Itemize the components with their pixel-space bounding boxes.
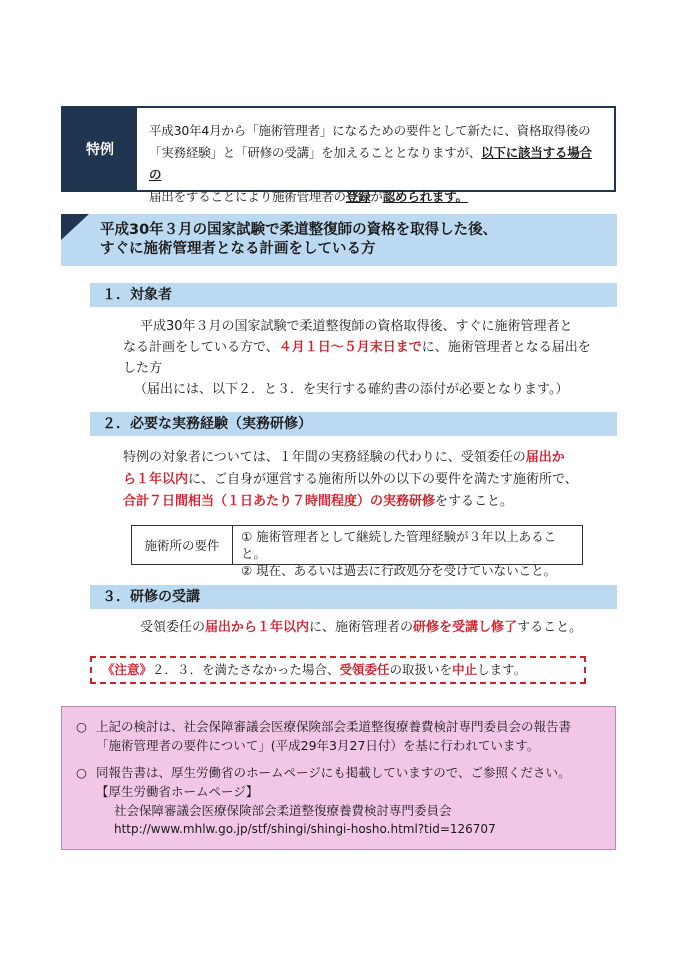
info-item-2: ○ 同報告書は、厚生労働省のホームページにも掲載していますので、ご参照ください。 【厚生労働省ホームページ】 社会保障審議会医療保険部会柔道整復療養費検討専門委員会 http://www.mhlw.go.jp/stf/shingi/shingi-hosho.html?tid=126707 <box>76 763 601 839</box>
info-item-1: ○ 上記の検討は、社会保障審議会医療保険部会柔道整復療養費検討専門委員会の報告書 「施術管理者の要件について」(平成29年3月27日付）を基に行われています。 <box>76 719 572 753</box>
requirements-list <box>233 526 582 578</box>
section-1-note: （届出には、以下２．と３．を実行する確約書の添付が必要となります。） <box>134 382 569 397</box>
main-heading: 平成30年３月の国家試験で柔道整復師の資格を取得した後、 すぐに施術管理者となる計画をしている方 <box>100 222 498 257</box>
tokurei-line-3: 届出をすることにより施術管理者の登録が認められます。 <box>149 189 468 204</box>
section-3-title: ３．研修の受講 <box>90 585 617 609</box>
tokurei-text <box>137 108 614 204</box>
bullet-icon: ○ <box>76 719 87 734</box>
bullet-icon: ○ <box>76 765 87 780</box>
caution-label: 《注意》 <box>102 662 153 677</box>
section-2-line-3: 合計７日間相当（１日あたり７時間程度）の実務研修をすること。 <box>123 494 514 509</box>
tokurei-line-2: 「実務経験」と「研修の受講」を加えることとなりますが、以下に該当する場合の <box>149 145 592 182</box>
requirement-item-2: ② 現在、あるいは過去に行政処分を受けていないこと。 <box>241 563 557 578</box>
section-1-line-2: なる計画をしている方で、４月１日～５月末日までに、施術管理者となる届出を <box>123 340 591 355</box>
link-title: 社会保障審議会医療保険部会柔道整復療養費検討専門委員会 <box>114 803 452 818</box>
caution-box: 《注意》２．３．を満たさなかった場合、受領委任の取扱いを中止します。 <box>90 656 586 684</box>
tokurei-label: 特例 <box>63 108 137 190</box>
tokurei-banner <box>61 106 616 204</box>
link-label: 【厚生労働省ホームページ】 <box>96 784 259 799</box>
section-1-line-3: した方 <box>123 361 163 376</box>
section-1-line-1: 平成30年３月の国家試験で柔道整復師の資格取得後、すぐに施術管理者と <box>140 319 573 334</box>
section-3-text: 受領委任の届出から１年以内に、施術管理者の研修を受講し修了すること。 <box>140 620 583 635</box>
section-2-line-1: 特例の対象者については、１年間の実務経験の代わりに、受領委任の届出か <box>123 450 565 465</box>
requirements-table <box>131 525 583 578</box>
heading-accent <box>61 214 89 240</box>
section-2-title: ２．必要な実務経験（実務研修） <box>90 412 617 436</box>
tokurei-line-1: 平成30年4月から「施術管理者」になるための要件として新たに、資格取得後の <box>149 123 591 138</box>
mhlw-link[interactable]: http://www.mhlw.go.jp/stf/shingi/shingi-hosho.html?tid=126707 <box>114 822 496 836</box>
requirement-item-1: ① 施術管理者として継続した管理経験が３年以上あること。 <box>241 529 557 561</box>
section-1-title: １．対象者 <box>90 283 617 307</box>
requirements-header: 施術所の要件 <box>132 526 233 564</box>
section-2-line-2: ら１年以内に、ご自身が運営する施術所以外の以下の要件を満たす施術所で、 <box>123 472 578 487</box>
reference-info-box <box>61 706 616 850</box>
